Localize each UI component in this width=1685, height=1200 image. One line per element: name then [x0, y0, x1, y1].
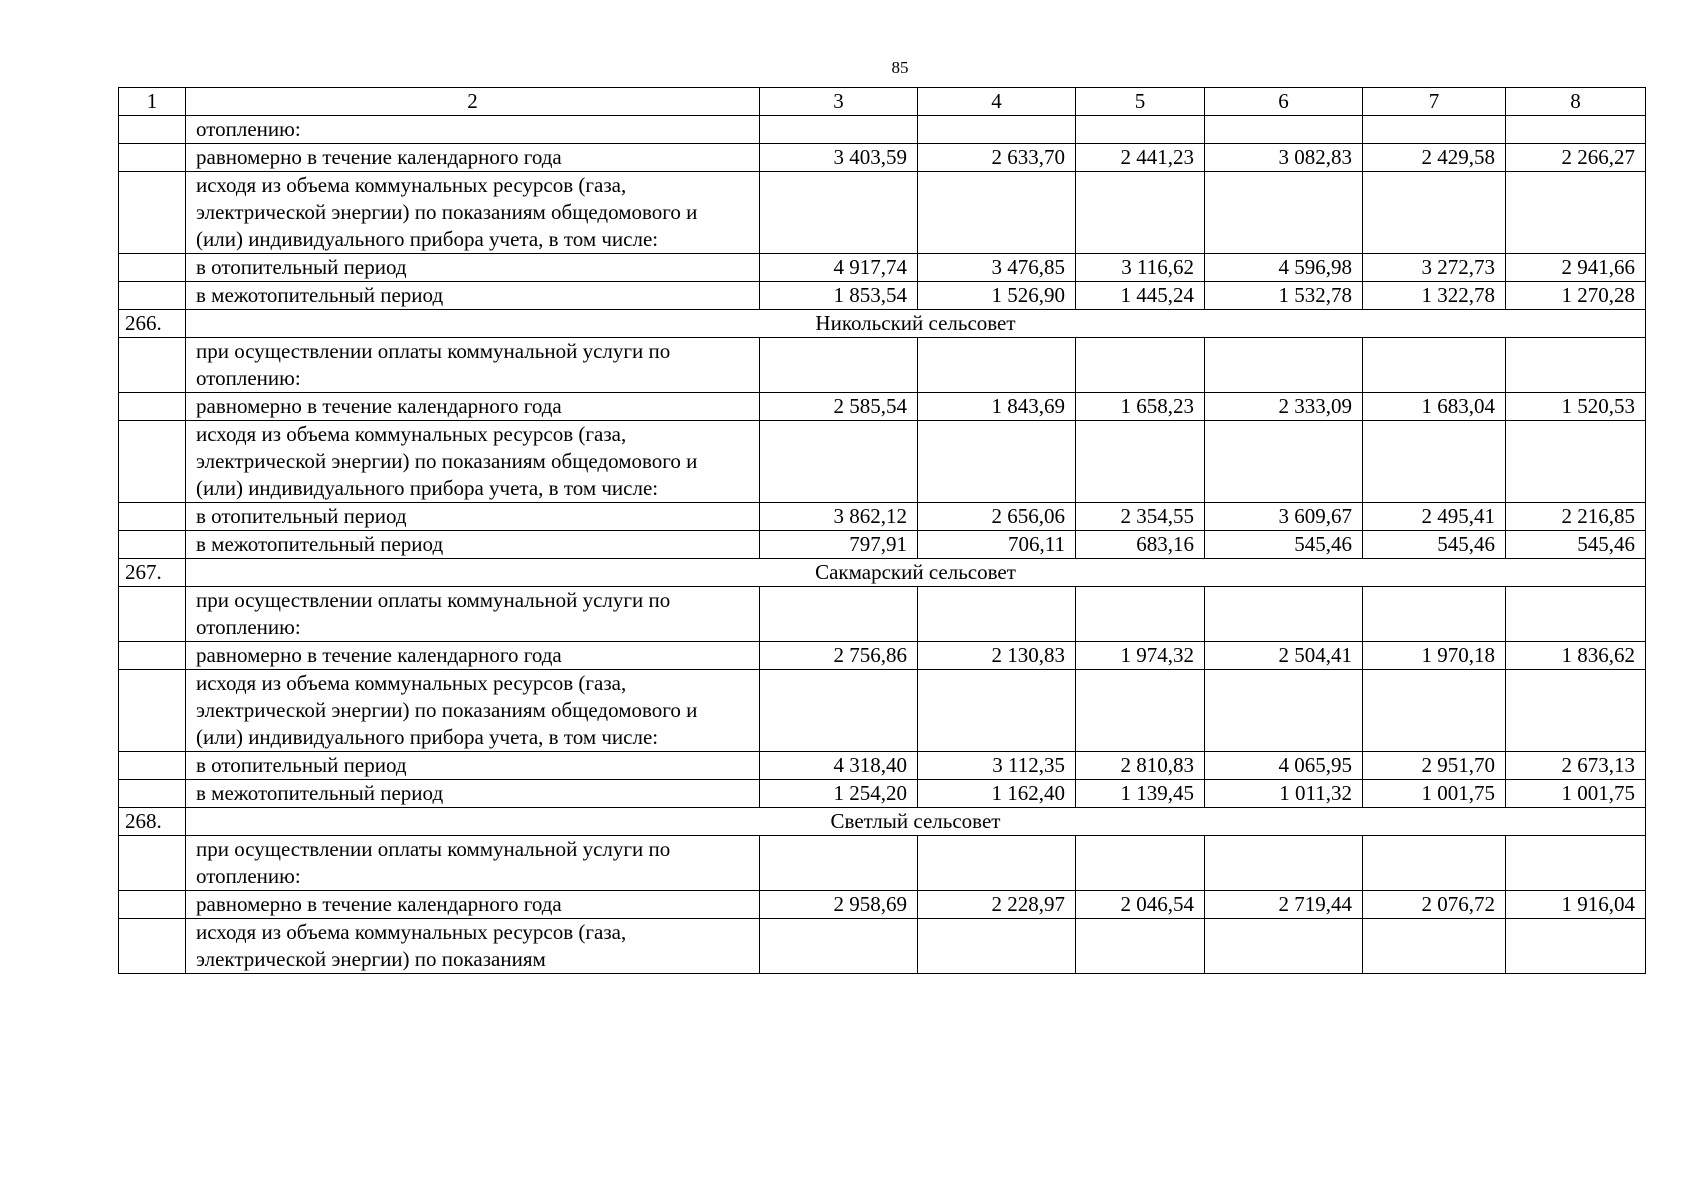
row-number-cell — [119, 144, 186, 172]
table-row — [119, 752, 1646, 780]
column-number-header: 2 — [186, 88, 760, 116]
value-cell — [1076, 338, 1205, 393]
description-cell: в отопительный период — [186, 503, 760, 531]
value-cell — [1205, 836, 1363, 891]
row-number-cell — [119, 254, 186, 282]
page-number: 85 — [891, 58, 909, 77]
value-cell: 1 139,45 — [1076, 780, 1205, 808]
value-cell: 2 958,69 — [760, 891, 918, 919]
row-number-cell — [119, 919, 186, 974]
value-cell — [1363, 421, 1506, 503]
value-cell: 2 354,55 — [1076, 503, 1205, 531]
section-number: 268. — [119, 808, 186, 836]
value-cell — [1506, 421, 1646, 503]
section-title: Светлый сельсовет — [186, 808, 1646, 836]
value-cell: 2 429,58 — [1363, 144, 1506, 172]
value-cell — [1506, 836, 1646, 891]
value-cell: 2 228,97 — [918, 891, 1076, 919]
value-cell — [918, 587, 1076, 642]
value-cell: 797,91 — [760, 531, 918, 559]
description-cell: в отопительный период — [186, 254, 760, 282]
table-row — [119, 780, 1646, 808]
value-cell — [760, 172, 918, 254]
value-cell — [1076, 919, 1205, 974]
table-body — [119, 88, 1646, 974]
description-cell: равномерно в течение календарного года — [186, 393, 760, 421]
value-cell — [1076, 587, 1205, 642]
value-cell: 3 272,73 — [1363, 254, 1506, 282]
value-cell — [1205, 919, 1363, 974]
description-cell: исходя из объема коммунальных ресурсов (газа, электрической энергии) по показаниям общедомового и (или) индивидуального прибора учета, в том числе: — [186, 172, 760, 254]
value-cell — [1363, 919, 1506, 974]
value-cell — [918, 670, 1076, 752]
value-cell — [1363, 172, 1506, 254]
value-cell: 2 633,70 — [918, 144, 1076, 172]
value-cell — [918, 338, 1076, 393]
column-number-header: 1 — [119, 88, 186, 116]
value-cell — [1363, 587, 1506, 642]
value-cell: 2 810,83 — [1076, 752, 1205, 780]
value-cell: 1 853,54 — [760, 282, 918, 310]
section-heading-row — [119, 808, 1646, 836]
value-cell: 1 001,75 — [1363, 780, 1506, 808]
description-cell: в межотопительный период — [186, 531, 760, 559]
value-cell — [1363, 670, 1506, 752]
value-cell — [760, 836, 918, 891]
table-row — [119, 116, 1646, 144]
table-row — [119, 642, 1646, 670]
value-cell: 4 596,98 — [1205, 254, 1363, 282]
value-cell — [760, 421, 918, 503]
value-cell — [760, 670, 918, 752]
row-number-cell — [119, 393, 186, 421]
value-cell: 3 082,83 — [1205, 144, 1363, 172]
table-row — [119, 836, 1646, 891]
value-cell: 2 719,44 — [1205, 891, 1363, 919]
value-cell: 2 504,41 — [1205, 642, 1363, 670]
value-cell: 2 756,86 — [760, 642, 918, 670]
value-cell: 2 130,83 — [918, 642, 1076, 670]
value-cell — [1076, 670, 1205, 752]
value-cell: 2 951,70 — [1363, 752, 1506, 780]
table-row — [119, 393, 1646, 421]
value-cell: 545,46 — [1205, 531, 1363, 559]
section-heading-row — [119, 559, 1646, 587]
value-cell: 1 916,04 — [1506, 891, 1646, 919]
value-cell — [1363, 116, 1506, 144]
description-cell: равномерно в течение календарного года — [186, 144, 760, 172]
value-cell — [760, 116, 918, 144]
row-number-cell — [119, 531, 186, 559]
row-number-cell — [119, 338, 186, 393]
value-cell: 2 333,09 — [1205, 393, 1363, 421]
column-number-header: 3 — [760, 88, 918, 116]
value-cell: 1 520,53 — [1506, 393, 1646, 421]
value-cell — [1506, 587, 1646, 642]
description-cell: исходя из объема коммунальных ресурсов (газа, электрической энергии) по показаниям — [186, 919, 760, 974]
section-heading-row — [119, 310, 1646, 338]
table-row — [119, 282, 1646, 310]
value-cell: 2 046,54 — [1076, 891, 1205, 919]
value-cell: 2 266,27 — [1506, 144, 1646, 172]
table-row — [119, 172, 1646, 254]
value-cell: 1 526,90 — [918, 282, 1076, 310]
value-cell: 2 441,23 — [1076, 144, 1205, 172]
description-cell: в межотопительный период — [186, 780, 760, 808]
value-cell: 2 941,66 — [1506, 254, 1646, 282]
value-cell: 3 116,62 — [1076, 254, 1205, 282]
value-cell: 2 076,72 — [1363, 891, 1506, 919]
row-number-cell — [119, 670, 186, 752]
row-number-cell — [119, 780, 186, 808]
row-number-cell — [119, 116, 186, 144]
value-cell: 1 974,32 — [1076, 642, 1205, 670]
column-number-header: 5 — [1076, 88, 1205, 116]
value-cell: 3 476,85 — [918, 254, 1076, 282]
value-cell — [760, 587, 918, 642]
tariff-table — [118, 87, 1646, 974]
value-cell — [918, 116, 1076, 144]
table-row — [119, 587, 1646, 642]
value-cell: 3 862,12 — [760, 503, 918, 531]
value-cell: 2 585,54 — [760, 393, 918, 421]
table-row — [119, 531, 1646, 559]
value-cell: 2 656,06 — [918, 503, 1076, 531]
description-cell: в отопительный период — [186, 752, 760, 780]
section-title: Никольский сельсовет — [186, 310, 1646, 338]
description-cell: при осуществлении оплаты коммунальной услуги по отоплению: — [186, 338, 760, 393]
description-cell: отоплению: — [186, 116, 760, 144]
value-cell: 3 403,59 — [760, 144, 918, 172]
value-cell — [918, 836, 1076, 891]
table-row — [119, 503, 1646, 531]
value-cell — [1205, 421, 1363, 503]
table-row — [119, 338, 1646, 393]
value-cell — [1205, 172, 1363, 254]
row-number-cell — [119, 891, 186, 919]
value-cell: 1 683,04 — [1363, 393, 1506, 421]
value-cell — [1076, 836, 1205, 891]
description-cell: исходя из объема коммунальных ресурсов (газа, электрической энергии) по показаниям общедомового и (или) индивидуального прибора учета, в том числе: — [186, 421, 760, 503]
value-cell: 4 318,40 — [760, 752, 918, 780]
description-cell: равномерно в течение календарного года — [186, 891, 760, 919]
row-number-cell — [119, 587, 186, 642]
table-row — [119, 919, 1646, 974]
value-cell: 2 495,41 — [1363, 503, 1506, 531]
value-cell: 1 162,40 — [918, 780, 1076, 808]
value-cell: 1 322,78 — [1363, 282, 1506, 310]
table-row — [119, 421, 1646, 503]
value-cell — [760, 338, 918, 393]
row-number-cell — [119, 503, 186, 531]
value-cell — [760, 919, 918, 974]
row-number-cell — [119, 752, 186, 780]
value-cell: 683,16 — [1076, 531, 1205, 559]
value-cell: 706,11 — [918, 531, 1076, 559]
row-number-cell — [119, 282, 186, 310]
column-number-header: 8 — [1506, 88, 1646, 116]
table-row — [119, 670, 1646, 752]
value-cell: 1 001,75 — [1506, 780, 1646, 808]
value-cell: 1 843,69 — [918, 393, 1076, 421]
value-cell — [1205, 116, 1363, 144]
value-cell — [918, 919, 1076, 974]
value-cell: 2 673,13 — [1506, 752, 1646, 780]
value-cell — [1506, 116, 1646, 144]
value-cell: 1 532,78 — [1205, 282, 1363, 310]
value-cell: 3 609,67 — [1205, 503, 1363, 531]
section-title: Сакмарский сельсовет — [186, 559, 1646, 587]
value-cell: 545,46 — [1363, 531, 1506, 559]
value-cell — [918, 172, 1076, 254]
value-cell: 1 270,28 — [1506, 282, 1646, 310]
value-cell — [1076, 116, 1205, 144]
value-cell: 2 216,85 — [1506, 503, 1646, 531]
value-cell — [1205, 338, 1363, 393]
table-row — [119, 144, 1646, 172]
value-cell: 545,46 — [1506, 531, 1646, 559]
description-cell: равномерно в течение календарного года — [186, 642, 760, 670]
value-cell: 1 254,20 — [760, 780, 918, 808]
value-cell: 1 011,32 — [1205, 780, 1363, 808]
value-cell — [1076, 421, 1205, 503]
column-number-header-row — [119, 88, 1646, 116]
description-cell: в межотопительный период — [186, 282, 760, 310]
value-cell — [918, 421, 1076, 503]
row-number-cell — [119, 172, 186, 254]
row-number-cell — [119, 642, 186, 670]
column-number-header: 7 — [1363, 88, 1506, 116]
value-cell — [1205, 670, 1363, 752]
value-cell — [1506, 919, 1646, 974]
row-number-cell — [119, 421, 186, 503]
table-row — [119, 891, 1646, 919]
value-cell: 4 065,95 — [1205, 752, 1363, 780]
value-cell — [1363, 836, 1506, 891]
section-number: 267. — [119, 559, 186, 587]
section-number: 266. — [119, 310, 186, 338]
value-cell: 3 112,35 — [918, 752, 1076, 780]
value-cell — [1506, 670, 1646, 752]
row-number-cell — [119, 836, 186, 891]
value-cell — [1506, 338, 1646, 393]
column-number-header: 4 — [918, 88, 1076, 116]
value-cell: 1 836,62 — [1506, 642, 1646, 670]
description-cell: при осуществлении оплаты коммунальной услуги по отоплению: — [186, 836, 760, 891]
value-cell — [1363, 338, 1506, 393]
value-cell: 1 658,23 — [1076, 393, 1205, 421]
value-cell: 1 970,18 — [1363, 642, 1506, 670]
value-cell: 4 917,74 — [760, 254, 918, 282]
description-cell: при осуществлении оплаты коммунальной услуги по отоплению: — [186, 587, 760, 642]
column-number-header: 6 — [1205, 88, 1363, 116]
value-cell: 1 445,24 — [1076, 282, 1205, 310]
value-cell — [1506, 172, 1646, 254]
description-cell: исходя из объема коммунальных ресурсов (газа, электрической энергии) по показаниям общедомового и (или) индивидуального прибора учета, в том числе: — [186, 670, 760, 752]
table-row — [119, 254, 1646, 282]
value-cell — [1205, 587, 1363, 642]
value-cell — [1076, 172, 1205, 254]
